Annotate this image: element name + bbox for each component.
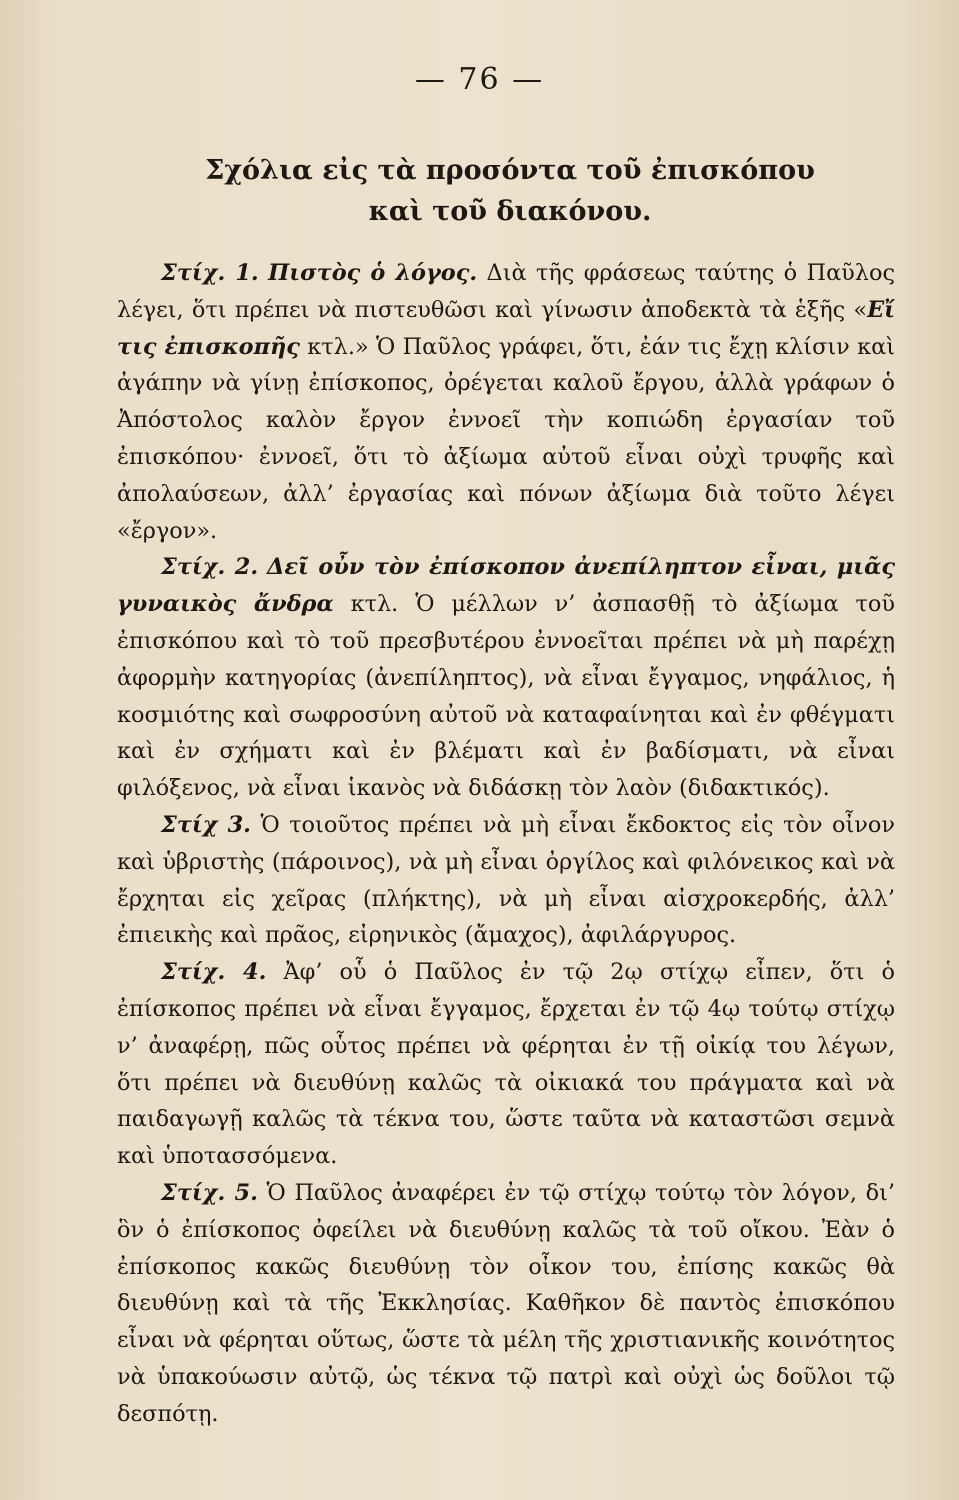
- verse-ref: Στίχ 3.: [161, 811, 251, 838]
- paragraph-verse-2: [117, 549, 895, 807]
- verse-ref: Στίχ. 5.: [161, 1179, 258, 1206]
- verse-ref: Στίχ. 1.: [161, 260, 259, 286]
- section-heading: [120, 150, 900, 232]
- paragraph-verse-1: [117, 255, 895, 549]
- page-number: — 76 —: [414, 62, 545, 97]
- heading-line-2: καὶ τοῦ διακόνου.: [368, 196, 652, 227]
- paragraph-text: κτλ. Ὁ μέλλων ν’ ἀσπασθῇ τὸ ἀξίωμα τοῦ ἐπισκόπου καὶ τὸ τοῦ πρεσβυτέρου ἐννοεῖται πρέπει νὰ μὴ παρέχῃ ἀφορμὴν κατηγορίας (ἀνεπίληπτος), νὰ εἶναι ἔγγαμος, νηφάλιος, ἡ κοσμιότης καὶ σωφροσύνη αὐτοῦ νὰ καταφαίνηται καὶ ἐν φθέγματι καὶ ἐν σχήματι καὶ ἐν βλέματι καὶ ἐν βαδίσματι, νὰ εἶναι φιλόξενος, νὰ εἶναι ἱκανὸς νὰ διδάσκῃ τὸν λαὸν (διδακτικός).: [117, 591, 895, 802]
- verse-ref: Στίχ. 4.: [161, 959, 267, 986]
- paragraph-verse-5: [117, 1175, 895, 1433]
- body-text: [117, 255, 895, 1433]
- paragraph-verse-4: [117, 954, 895, 1175]
- paragraph-text: Ὁ Παῦλος ἀναφέρει ἐν τῷ στίχῳ τούτῳ τὸν λόγον, δι’ ὃν ὁ ἐπίσκοπος ὀφείλει νὰ διευθύνῃ καλῶς τὰ τοῦ οἴκου. Ἐὰν ὁ ἐπίσκοπος κακῶς διευθύνῃ τὸν οἶκον του, ἐπίσης κακῶς θὰ διευθύνῃ καὶ τὰ τῆς Ἐκκλησίας. Καθῆκον δὲ παντὸς ἐπισκόπου εἶναι νὰ φέρηται οὕτως, ὥστε τὰ μέλη τῆς χριστιανικῆς κοινότητος νὰ ὑπακούωσιν αὐτῷ, ὡς τέκνα τῷ πατρὶ καὶ οὐχὶ ὡς δοῦλοι τῷ δεσπότῃ.: [117, 1179, 895, 1427]
- heading-line-1: Σχόλια εἰς τὰ προσόντα τοῦ ἐπισκόπου: [205, 155, 815, 186]
- verse-ref: Στίχ. 2.: [161, 554, 259, 581]
- paragraph-text: κτλ.» Ὁ Παῦλος γράφει, ὅτι, ἐάν τις ἔχῃ κλίσιν καὶ ἀγάπην νὰ γίνῃ ἐπίσκοπος, ὀρέγεται καλοῦ ἔργου, ἀλλὰ γράφων ὁ Ἀπόστολος καλὸν ἔργον ἐννοεῖ τὴν κοπιώδη ἐργασίαν τοῦ ἐπισκόπου· ἐννοεῖ, ὅτι τὸ ἀξίωμα αὐτοῦ εἶναι οὐχὶ τρυφῆς καὶ ἀπολαύσεων, ἀλλ’ ἐργασίας καὶ πόνων ἀξίωμα διὰ τοῦτο λέγει «ἔργον».: [117, 333, 895, 544]
- paragraph-text: Ἀφ’ οὗ ὁ Παῦλος ἐν τῷ 2ῳ στίχῳ εἶπεν, ὅτι ὁ ἐπίσκοπος πρέπει νὰ εἶναι ἔγγαμος, ἔρχεται ἐν τῷ 4ῳ τούτῳ στίχῳ ν’ ἀναφέρῃ, πῶς οὗτος πρέπει νὰ φέρηται ἐν τῇ οἰκίᾳ του λέγων, ὅτι πρέπει νὰ διευθύνῃ καλῶς τὰ οἰκιακά του πράγματα καὶ νὰ παιδαγωγῇ καλῶς τὰ τέκνα του, ὥστε ταῦτα νὰ καταστῶσι σεμνὰ καὶ ὑποτασσόμενα.: [117, 959, 895, 1170]
- verse-quote: Εἴ τις ἐπισκοπῆς: [117, 296, 895, 360]
- verse-quote: Δεῖ οὖν τὸν ἐπίσκοπον ἀνεπίληπτον εἶναι, μιᾶς γυναικὸς ἄνδρα: [117, 554, 895, 618]
- paragraph-text: Ὁ τοιοῦτος πρέπει νὰ μὴ εἶναι ἔκδοκτος εἰς τὸν οἶνον καὶ ὑβριστὴς (πάροινος), νὰ μὴ εἶναι ὀργίλος καὶ φιλόνεικος καὶ νὰ ἔρχηται εἰς χεῖρας (πλήκτης), νὰ μὴ εἶναι αἰσχροκερδής, ἀλλ’ ἐπιεικὴς καὶ πρᾶος, εἰρηνικὸς (ἄμαχος), ἀφιλάργυρος.: [117, 811, 895, 949]
- paragraph-verse-3: [117, 807, 895, 954]
- verse-quote: Πιστὸς ὁ λόγος.: [268, 260, 478, 286]
- paragraph-text: Διὰ τῆς φράσεως ταύτης ὁ Παῦλος λέγει, ὅτι πρέπει νὰ πιστευθῶσι καὶ γίνωσιν ἀποδεκτὰ τὰ ἑξῆς «: [117, 260, 896, 323]
